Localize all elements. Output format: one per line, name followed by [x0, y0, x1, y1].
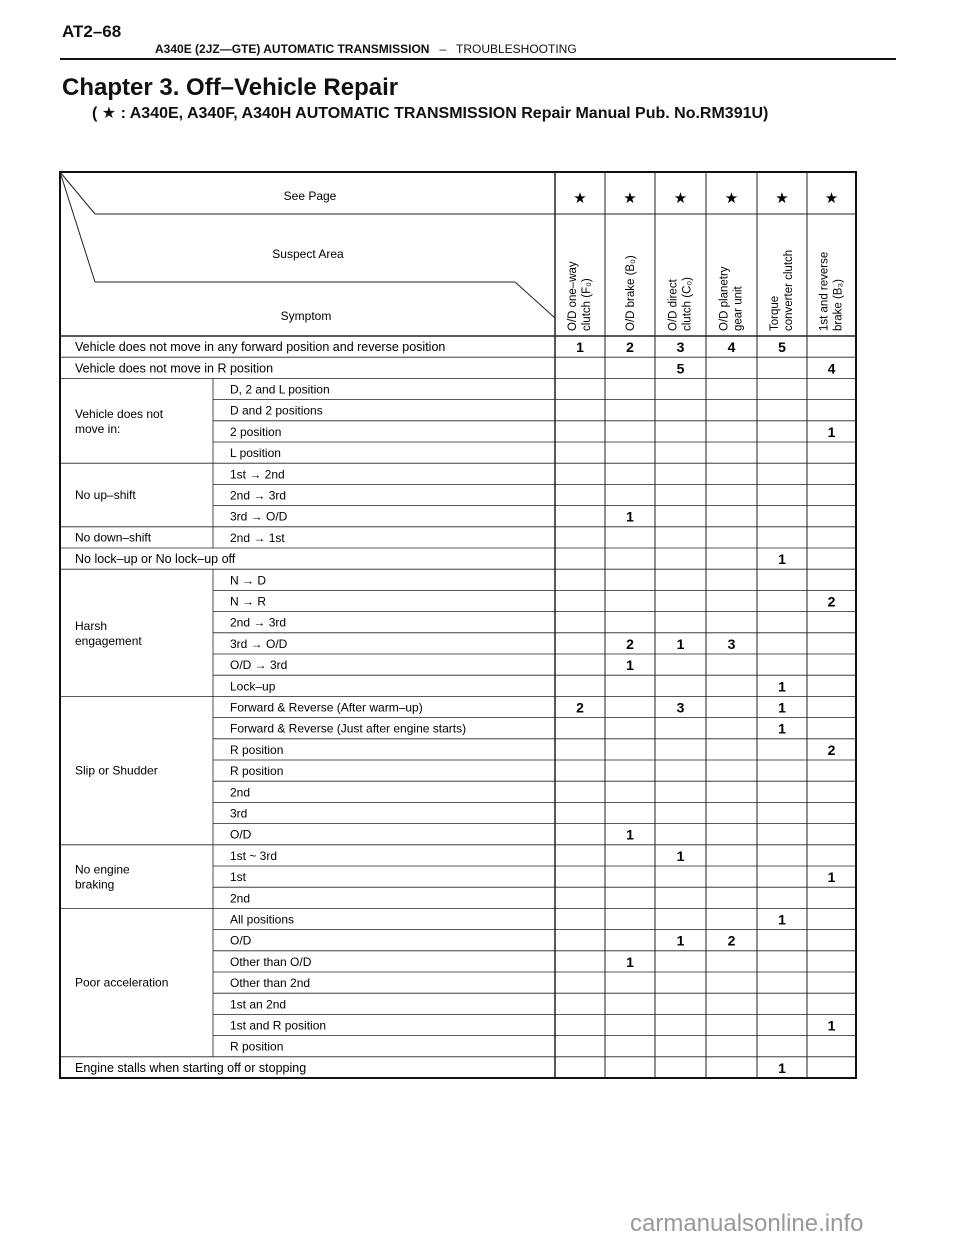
header-diagonal-line	[60, 172, 95, 282]
symptom-sub-label: Other than O/D	[230, 954, 312, 969]
symptom-group-label: No engine	[75, 862, 130, 877]
symptom-group-label: Vehicle does not	[75, 406, 164, 421]
symptom-label-full: Vehicle does not move in R position	[75, 361, 274, 376]
symptom-sub-label: 3rd → O/D	[230, 509, 288, 524]
symptom-sub-label: O/D	[230, 933, 252, 948]
column-header-label: O/D planetry	[718, 266, 731, 331]
priority-number: 5	[778, 339, 786, 356]
priority-number: 3	[676, 699, 685, 716]
column-header-label: 1st and reverse	[818, 251, 831, 331]
column-header-label: O/D direct	[667, 279, 680, 331]
column-header	[769, 250, 795, 331]
symptom-sub-label: 1st ~ 3rd	[230, 848, 278, 863]
symptom-sub-label: 3rd	[230, 806, 248, 821]
priority-number: 5	[676, 360, 685, 377]
symptom-sub-label: D, 2 and L position	[230, 382, 330, 397]
symptom-sub-label: 1st and R position	[230, 1018, 327, 1033]
priority-number: 2	[576, 699, 584, 716]
header-diagonal-line	[515, 282, 555, 318]
column-header-label: brake (B₃)	[832, 279, 845, 331]
column-header-label: clutch (F₀)	[581, 278, 593, 331]
column-header	[567, 261, 593, 331]
chapter-title: Chapter 3. Off–Vehicle Repair	[62, 74, 399, 101]
star-icon: ★	[824, 190, 839, 207]
priority-number: 1	[827, 1017, 836, 1034]
symptom-group-label: Slip or Shudder	[75, 763, 158, 778]
symptom-sub-label: All positions	[230, 912, 295, 927]
star-icon: ★	[623, 190, 637, 207]
symptom-group-label: engagement	[75, 633, 142, 648]
symptom-sub-label: 1st an 2nd	[230, 997, 287, 1012]
symptom-label-full: No lock–up or No lock–up off	[75, 552, 236, 567]
column-header-label: clutch (C₀)	[681, 277, 694, 331]
symptom-sub-label: 2nd	[230, 891, 251, 906]
column-header-label: gear unit	[732, 286, 745, 331]
column-header	[719, 266, 745, 331]
symptom-sub-label: O/D → 3rd	[230, 658, 288, 673]
symptom-sub-label: 2 position	[230, 424, 282, 439]
priority-number: 1	[676, 635, 685, 652]
priority-number: 1	[778, 911, 786, 928]
symptom-sub-label: O/D	[230, 827, 252, 842]
star-icon: ★	[775, 190, 789, 207]
priority-number: 1	[778, 678, 786, 695]
symptom-group-label: braking	[75, 877, 115, 892]
column-header-label: converter clutch	[783, 249, 795, 331]
symptom-sub-label: 3rd → O/D	[230, 636, 288, 651]
header-separator: –	[439, 42, 447, 56]
symptom-sub-label: L position	[230, 446, 281, 461]
star-icon: ★	[673, 190, 688, 207]
priority-number: 1	[778, 1059, 786, 1076]
priority-number: 1	[778, 699, 786, 716]
header-diagonal-line	[60, 172, 95, 214]
symptom-label-full: Vehicle does not move in any forward position and reverse position	[75, 340, 446, 355]
subsection-title: TROUBLESHOOTING	[455, 42, 577, 56]
star-icon: ★	[724, 190, 739, 207]
priority-number: 3	[727, 635, 736, 652]
priority-number: 1	[778, 720, 786, 737]
priority-number: 1	[626, 826, 634, 843]
symptom-sub-label: 1st → 2nd	[230, 467, 285, 482]
priority-number: 4	[827, 360, 836, 377]
column-header-label: Torque	[769, 295, 781, 331]
symptom-sub-label: 2nd	[230, 785, 251, 800]
priority-number: 2	[827, 741, 836, 758]
priority-number: 1	[827, 869, 836, 886]
symptom-sub-label: 2nd → 3rd	[230, 488, 287, 503]
priority-number: 1	[676, 932, 685, 949]
symptom-sub-label: R position	[230, 742, 284, 757]
priority-number: 1	[576, 339, 584, 356]
symptom-sub-label: R position	[230, 764, 284, 779]
symptom-sub-label: 1st	[230, 870, 247, 885]
priority-number: 1	[676, 847, 685, 864]
symptom-sub-label: 2nd → 1st	[230, 530, 285, 545]
priority-number: 4	[727, 339, 736, 356]
column-header	[668, 277, 694, 331]
page-number: AT2–68	[62, 22, 122, 41]
symptom-sub-label: N → R	[230, 594, 266, 609]
column-header	[819, 252, 845, 331]
symptom-sub-label: D and 2 positions	[230, 403, 323, 418]
priority-number: 1	[827, 423, 836, 440]
symptom-label-full: Engine stalls when starting off or stopping	[75, 1060, 307, 1075]
suspect-area-label: Suspect Area	[272, 247, 344, 261]
chapter-subtitle: ( ★ : A340E, A340F, A340H AUTOMATIC TRANSMISSION Repair Manual Pub. No.RM391U)	[92, 105, 769, 122]
symptom-sub-label: R position	[230, 1039, 284, 1054]
symptom-group-label: Harsh	[75, 618, 108, 633]
star-icon: ★	[573, 190, 587, 207]
symptom-group-label: No down–shift	[75, 530, 152, 545]
priority-number: 1	[778, 551, 786, 568]
column-header	[625, 255, 637, 331]
priority-number: 2	[626, 339, 634, 356]
symptom-group-label: move in:	[75, 421, 121, 436]
symptom-group-label: Poor acceleration	[75, 975, 169, 990]
priority-number: 2	[626, 635, 634, 652]
symptom-sub-label: Lock–up	[230, 679, 276, 694]
priority-number: 3	[676, 339, 685, 356]
symptom-sub-label: Forward & Reverse (After warm–up)	[230, 700, 423, 715]
priority-number: 1	[626, 657, 634, 674]
priority-number: 1	[626, 508, 634, 525]
symptom-sub-label: 2nd → 3rd	[230, 615, 287, 630]
symptom-group-label: No up–shift	[75, 488, 136, 502]
symptom-sub-label: Other than 2nd	[230, 976, 311, 991]
see-page-label: See Page	[283, 189, 337, 203]
column-header-label: O/D one–way	[567, 261, 579, 331]
symptom-label: Symptom	[280, 309, 332, 323]
symptom-sub-label: Forward & Reverse (Just after engine starts)	[230, 721, 467, 736]
priority-number: 2	[827, 593, 836, 610]
priority-number: 2	[727, 932, 736, 949]
priority-number: 1	[626, 953, 634, 970]
section-title: A340E (2JZ—GTE) AUTOMATIC TRANSMISSION	[155, 42, 430, 56]
watermark: carmanualsonline.info	[630, 1210, 864, 1237]
symptom-sub-label: N → D	[230, 573, 266, 588]
column-header-label: O/D brake (B₀)	[625, 255, 637, 331]
